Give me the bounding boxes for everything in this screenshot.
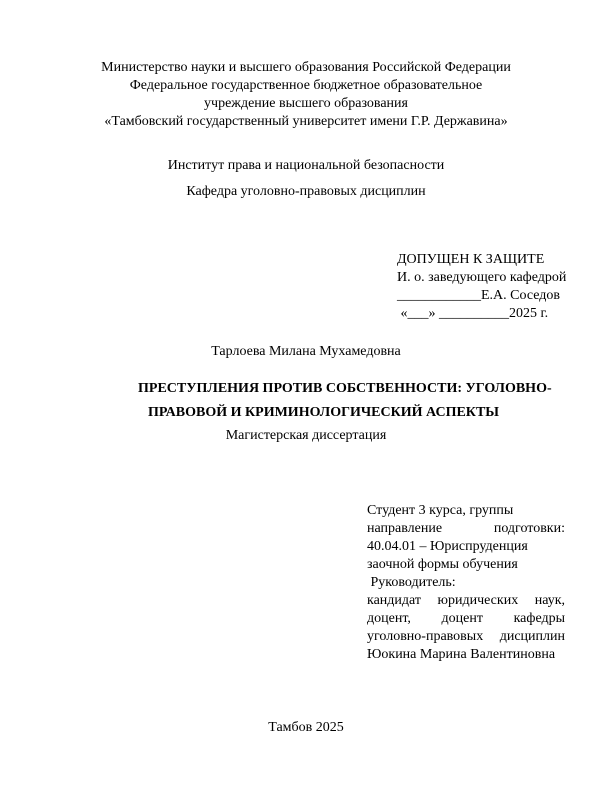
student-direction-line bbox=[367, 520, 565, 538]
ministry-line: Министерство науки и высшего образования Российской Федерации bbox=[101, 60, 511, 75]
thesis-title-line2: ПРАВОВОЙ И КРИМИНОЛОГИЧЕСКИЙ АСПЕКТЫ bbox=[148, 405, 500, 420]
approval-date: «___» __________2025 г. bbox=[397, 306, 549, 321]
student-specialty: 40.04.01 – Юриспруденция bbox=[367, 539, 528, 554]
city-year: Тамбов 2025 bbox=[268, 720, 344, 735]
institute-name: Институт права и национальной безопасности bbox=[167, 158, 445, 173]
student-study-form: заочной формы обучения bbox=[367, 557, 518, 572]
word: наук, bbox=[534, 593, 565, 608]
supervisor-degree-line bbox=[367, 592, 565, 610]
thesis-title-line1: ПРЕСТУПЛЕНИЯ ПРОТИВ СОБСТВЕННОСТИ: УГОЛОВНО- bbox=[138, 381, 552, 396]
word: доцент, bbox=[367, 611, 411, 626]
approval-block bbox=[397, 251, 566, 323]
student-info-block bbox=[367, 502, 565, 664]
approval-title: ДОПУЩЕН К ЗАЩИТЕ bbox=[397, 252, 545, 267]
institution-line: учреждение высшего образования bbox=[204, 96, 408, 111]
approval-role: И. о. заведующего кафедрой bbox=[397, 270, 567, 285]
supervisor-position-line bbox=[367, 610, 565, 628]
word: направление bbox=[367, 521, 443, 536]
author-name: Тарлоева Милана Мухамедовна bbox=[211, 344, 401, 359]
department-name: Кафедра уголовно-правовых дисциплин bbox=[186, 184, 426, 199]
supervisor-department-line bbox=[367, 628, 565, 646]
university-name: «Тамбовский государственный университет имени Г.Р. Державина» bbox=[104, 114, 508, 129]
word: доцент bbox=[441, 611, 483, 626]
approval-signature: ____________Е.А. Соседов bbox=[397, 288, 560, 303]
supervisor-label: Руководитель: bbox=[367, 575, 456, 590]
supervisor-name: Юокина Марина Валентиновна bbox=[367, 647, 556, 662]
word: кандидат bbox=[367, 593, 422, 608]
word: подготовки: bbox=[493, 521, 565, 536]
university-type-line: Федеральное государственное бюджетное образовательное bbox=[129, 78, 483, 93]
word: дисциплин bbox=[499, 629, 565, 644]
student-course: Студент 3 курса, группы bbox=[367, 503, 514, 518]
word: кафедры bbox=[513, 611, 565, 626]
word: юридических bbox=[437, 593, 519, 608]
thesis-type: Магистерская диссертация bbox=[225, 428, 387, 443]
word: уголовно-правовых bbox=[367, 629, 484, 644]
